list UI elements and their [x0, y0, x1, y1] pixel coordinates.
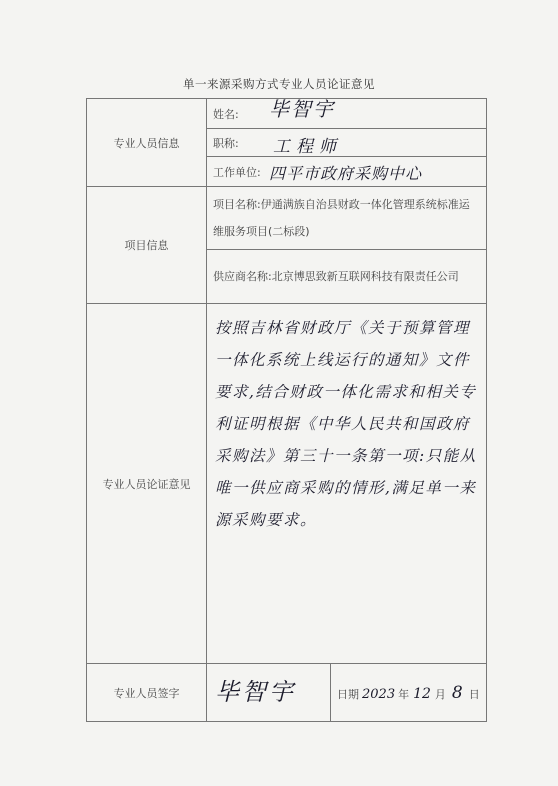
opinion-form-table [86, 98, 487, 722]
project-name-label: 项目名称: [213, 198, 261, 211]
supplier-cell [207, 250, 487, 304]
project-name-cell [207, 187, 487, 250]
expert-info-label: 专业人员信息 [87, 99, 207, 187]
unit-row [207, 157, 487, 187]
document-title: 单一来源采购方式专业人员论证意见 [183, 77, 375, 91]
title-label: 职称: [213, 136, 239, 150]
title-row [207, 129, 487, 157]
date-year: 2023 [362, 686, 396, 702]
signature-label: 专业人员签字 [87, 664, 207, 722]
date-label: 日期 [337, 687, 359, 701]
opinion-handwritten: 按照吉林省财政厅《关于预算管理一体化系统上线运行的通知》文件要求,结合财政一体化需求和相关专利证明根据《中华人民共和国政府采购法》第三十一条第一项:只能从唯一供应商采购的情形,满足单一来源采购要求。 [207, 304, 487, 664]
date-day: 8 [451, 682, 463, 703]
unit-handwritten: 四平市政府采购中心 [269, 164, 423, 183]
name-handwritten: 毕智宇 [269, 97, 335, 121]
name-row [207, 99, 487, 129]
title-handwritten: 工程师 [273, 137, 342, 157]
signature-cell [207, 664, 331, 722]
opinion-label: 专业人员论证意见 [87, 304, 207, 664]
project-name-value: 伊通满族自治县财政一体化管理系统标准运维服务项目(二标段) [213, 198, 470, 238]
signature-handwritten: 毕智宇 [215, 678, 296, 706]
name-label: 姓名: [213, 107, 239, 121]
year-unit: 年 [398, 687, 410, 701]
day-unit: 日 [468, 687, 480, 701]
supplier-label: 供应商名称: [213, 270, 272, 283]
date-month: 12 [413, 685, 431, 702]
date-cell [331, 664, 487, 722]
unit-label: 工作单位: [213, 165, 261, 179]
supplier-value: 北京博思致新互联网科技有限责任公司 [271, 270, 459, 283]
project-info-label: 项目信息 [87, 187, 207, 304]
month-unit: 月 [434, 687, 446, 701]
